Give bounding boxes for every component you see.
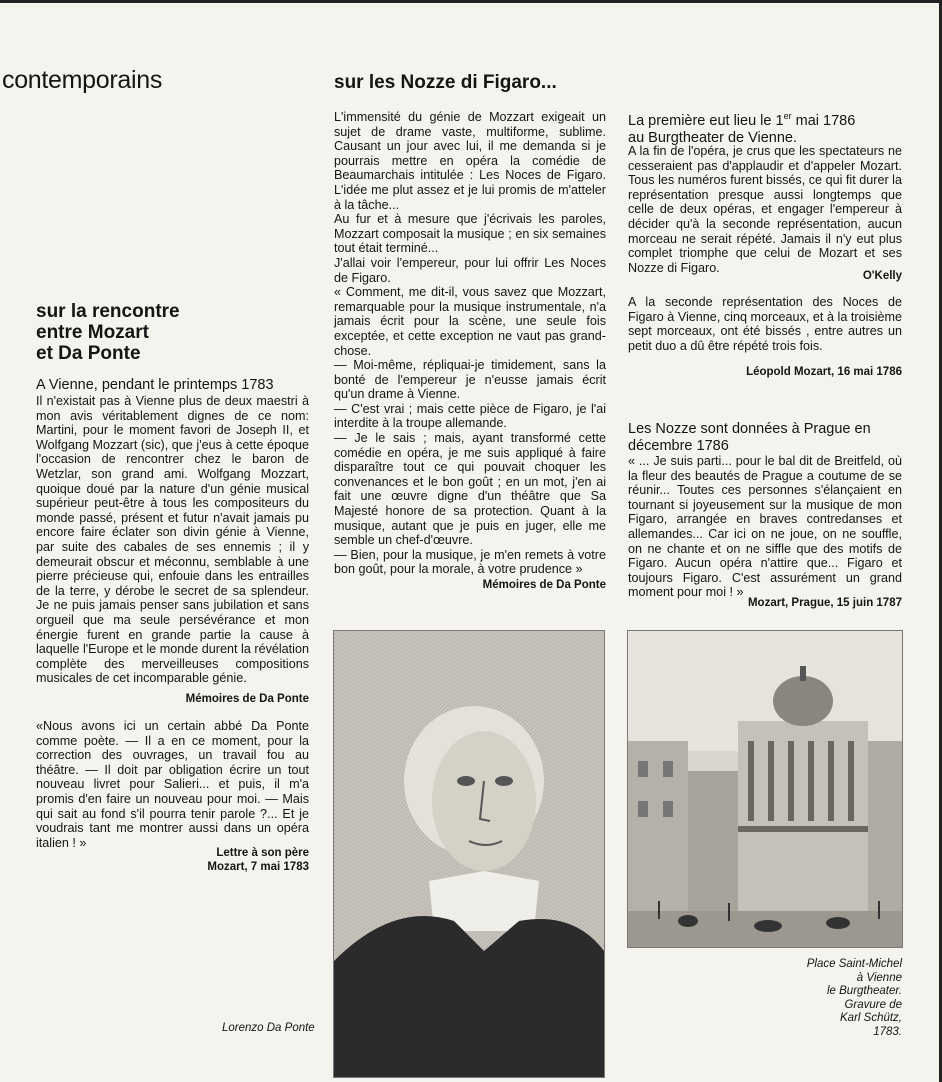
right-heading-1 [628, 108, 908, 147]
middle-paragraph: — C'est vrai ; mais cette pièce de Figaro, je l'ai interdite à la troupe allemande. [334, 401, 606, 431]
engraving-drawing [628, 631, 902, 947]
middle-paragraph: — Je le sais ; mais, ayant transformé cette comédie en opéra, je me suis appliqué à faire disparaître tout ce qui pouvait choquer les convenances et le bon goût ; en un mot, j'en ai fait une œuvre digne d'un théâtre que Sa Majesté honore de sa protection. Quant à la musique, autant que je puis en juger, elle me semble un chef-d'œuvre. [334, 431, 606, 548]
superscript: er [783, 111, 792, 121]
left-title-line: et Da Ponte [36, 343, 141, 364]
sig-line: Mozart, 7 mai 1783 [207, 860, 309, 873]
left-subheading: A Vienne, pendant le printemps 1783 [36, 377, 274, 393]
middle-text [334, 110, 606, 577]
heading-text: La première eut lieu le 1 [628, 112, 784, 129]
portrait-image [333, 630, 605, 1078]
heading-line: décembre 1786 [628, 438, 729, 454]
section-title-contemporains: contemporains [2, 66, 163, 94]
middle-signature: Mémoires de Da Ponte [482, 579, 606, 591]
middle-paragraph: — Bien, pour la musique, je m'en remets à votre bon goût, pour la morale, à votre prudence » [334, 547, 606, 577]
right-signature-1: O'Kelly [862, 270, 902, 282]
left-signature-1: Mémoires de Da Ponte [185, 693, 309, 705]
left-section-title [36, 301, 296, 364]
sig-line: Lettre à son père [216, 847, 309, 859]
right-paragraph-2: A la seconde représentation des Noces de Figaro à Vienne, cinq morceaux, et à la troisième sept morceaux, ont été bissés , entre autres un petit duo a dû être répété trois fois. [628, 295, 902, 353]
scan-edge-top [0, 0, 942, 3]
right-paragraph-3: « ... Je suis parti... pour le bal dit de Breitfeld, où la fleur des beautés de Prague a coutume de se réunir... Toutes ces personnes s'élançaient en tournant si joyeusement sur la musique de mon Figaro, arrangée en braves contredanses et allemandes... Car ici on ne joue, on ne souffle, on ne chante et on ne siffle que des motifs de Figaro. Aucun opéra n'attire que... Figaro et toujours Figaro. C'est assurément un grand moment pour moi ! » [628, 454, 902, 600]
right-paragraph-1: A la fin de l'opéra, je crus que les spectateurs ne cesseraient pas d'applaudir et d'appeler Mozart. Tous les numéros furent bissés, ce qui fit durer la représentation presque aussi longtemps que celle de deux opéras, et engager l'empereur à décider qu'à la seconde représentation, aucun morceau ne serait répété. Jamais il n'y eut plus complet triomphe que celui de Mozart et ses Nozze di Figaro. [628, 144, 902, 275]
left-paragraph-2: «Nous avons ici un certain abbé Da Ponte comme poète. — Il a en ce moment, pour la correction des ouvrages, un travail fou au théâtre. — Il doit par obligation écrire un tout nouveau livret pour Salieri... et puis, il m'a promis d'en faire un nouveau pour moi. — Mais qui sait au fond s'il pourra tenir parole ?... Et je voudrais tant me montrer aussi dans un opéra italien ! » [36, 719, 309, 850]
right-signature-2: Léopold Mozart, 16 mai 1786 [746, 366, 902, 378]
caption-line: Place Saint-Michel [806, 958, 902, 970]
portrait-drawing [334, 631, 604, 1077]
burgtheater-engraving [627, 630, 903, 948]
left-title-line: sur la rencontre [36, 301, 180, 322]
caption-line: à Vienne [856, 971, 902, 984]
left-signature-2 [36, 847, 309, 874]
engraving-caption [760, 958, 902, 1039]
middle-paragraph: Au fur et à mesure que j'écrivais les paroles, Mozzart composait la musique ; en six semaines tout était terminé... [334, 212, 606, 256]
portrait-caption: Lorenzo Da Ponte [222, 1022, 315, 1034]
heading-line [628, 108, 908, 130]
middle-paragraph: L'immensité du génie de Mozzart exigeait un sujet de drame vaste, multiforme, sublime. Causant un jour avec lui, il me demanda si je pourrais mettre en opéra la comédie de Beaumarchais intitulée : Les Noces de Figaro. L'idée me plut assez et je lui promis de m'atteler à la tâche... [334, 110, 606, 212]
right-signature-3: Mozart, Prague, 15 juin 1787 [747, 597, 902, 609]
middle-paragraph: « Comment, me dit-il, vous savez que Mozzart, remarquable pour la musique instrumentale, n'a jamais écrit pour la scène, une seule fois exceptée, et cette exception ne vaut pas grand-chose. [334, 285, 606, 358]
caption-line: 1783. [873, 1025, 902, 1038]
caption-line: Karl Schütz, [840, 1012, 902, 1024]
caption-line: le Burgtheater. [826, 985, 902, 997]
middle-paragraph: J'allai voir l'empereur, pour lui offrir Les Noces de Figaro. [334, 255, 606, 285]
left-title-line: entre Mozart [36, 322, 149, 343]
heading-text: mai 1786 [791, 112, 856, 129]
middle-paragraph: — Moi-même, répliquai-je timidement, sans la bonté de l'empereur je n'eusse jamais écrit qu'un drame à Vienne. [334, 358, 606, 402]
caption-line: Gravure de [844, 998, 902, 1011]
left-paragraph-1: Il n'existait pas à Vienne plus de deux maestri à mon avis véritablement dignes de ce nom: Martini, pour le moment favori de Joseph II, et Wolfgang Mozzart (sic), que j'eus à cette époque l'occasion de rencontrer chez le baron de Wetzlar, son grand ami. Wolfgang Mozzart, quoique doué par la nature d'un génie musical supérieur peut-être à tous les compositeurs du monde passé, présent et futur n'avait jamais pu encore faire éclater son divin génie à Vienne, par suite des cabales de ses ennemis ; il y demeurait obscur et méconnu, semblable à une pierre précieuse qui, enfouie dans les entrailles de la terre, y dérobe le secret de sa splendeur. Je ne puis jamais penser sans jubilation et sans orgueil que ma seule persévérance et mon énergie furent en grande partie la cause à laquelle l'Europe et le monde durent la révélation complète des merveilleuses compositions musicales de cet incomparable génie. [36, 394, 309, 686]
heading-line: Les Nozze sont données à Prague en [628, 421, 871, 437]
heading-line: au Burgtheater de Vienne. [628, 129, 798, 146]
middle-title: sur les Nozze di Figaro... [334, 72, 557, 93]
right-heading-2 [628, 421, 908, 455]
